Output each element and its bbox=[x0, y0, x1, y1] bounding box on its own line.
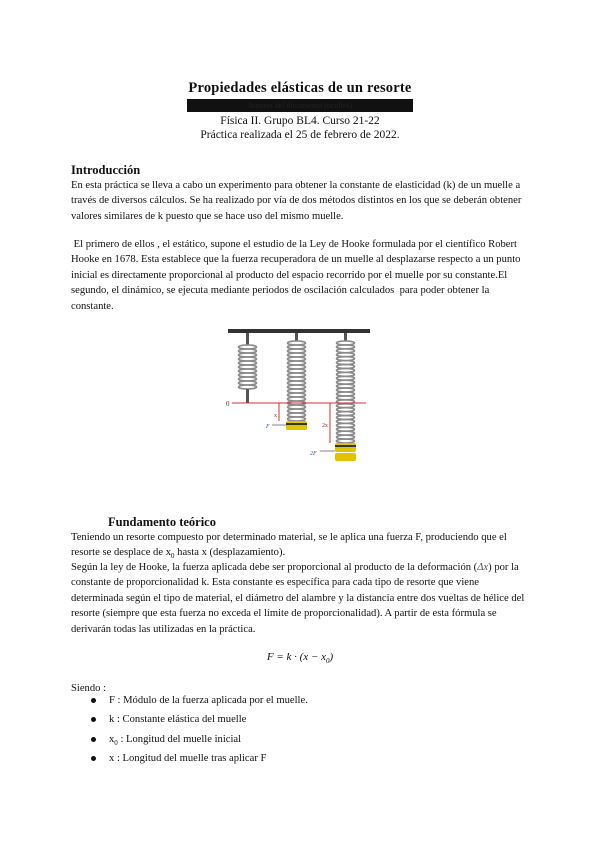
course-line: Física II. Grupo BL4. Curso 21-22 bbox=[220, 115, 380, 127]
hooke-formula: $F = k \cdot (x - x_0)$ bbox=[266, 651, 334, 666]
definition-item: x : Longitud del muelle tras aplicar F bbox=[71, 751, 308, 770]
theory-paragraph-1: Teniendo un resorte compuesto por determinado material, se le aplica una fuerza F, produciendo que el resorte se desplace de $x_0$ hasta x (desplazamiento). bbox=[71, 532, 507, 561]
definition-item: k : Constante elástica del muelle bbox=[71, 712, 308, 731]
spring-coil bbox=[337, 439, 355, 443]
support-bar bbox=[228, 329, 370, 333]
spring-rest bbox=[239, 333, 257, 403]
weight-2f-bottom bbox=[335, 453, 356, 461]
bullet-icon bbox=[91, 737, 96, 742]
bullet-icon bbox=[91, 717, 96, 722]
spring-load-f bbox=[286, 333, 307, 430]
intro-paragraph-1: En esta práctica se lleva a cabo un experimento para obtener la constante de elasticidad (k) de un muelle a través de diversos cálculos. Se ha realizado por vía de dos métodos distintos en los que se deberán obtener valores similares de k puesto que se hace uso del mismo muelle. bbox=[71, 180, 522, 222]
document-title: Propiedades elásticas de un resorte bbox=[188, 80, 412, 96]
weight-2f-top bbox=[335, 443, 356, 452]
spring-coil bbox=[288, 417, 306, 421]
label-x: x bbox=[274, 413, 277, 419]
bullet-icon bbox=[91, 756, 96, 761]
definition-item: $x_0$ : Longitud del muelle inicial bbox=[71, 732, 308, 751]
definition-item: F : Módulo de la fuerza aplicada por el muelle. bbox=[71, 693, 308, 712]
spring-figure bbox=[224, 325, 374, 465]
date-line: Práctica realizada el 25 de febrero de 2022. bbox=[200, 129, 400, 141]
intro-heading: Introducción bbox=[71, 163, 141, 177]
weight-f bbox=[286, 421, 307, 430]
theory-heading: Fundamento teórico bbox=[108, 515, 216, 529]
label-f: F bbox=[266, 424, 270, 430]
spring-load-2f bbox=[335, 333, 356, 461]
spring-coil bbox=[239, 385, 257, 389]
definitions-intro: Siendo : bbox=[71, 683, 107, 694]
label-2x: 2x bbox=[322, 423, 328, 429]
definitions-list bbox=[71, 693, 308, 770]
redacted-authors: Autores del documento (ocultos) bbox=[187, 99, 413, 112]
theory-paragraph-2: Según la ley de Hooke, la fuerza aplicada debe ser proporcional al producto de la deformación (Δx) por la constante de proporcionalidad k. Esta constante es específica para cada tipo de resorte que viene determinada según el tipo de material, el diámetro del alambre y la distancia entre dos vueltas de hélice del resorte (siempre que esta fuerza no exceda el límite de proporcionalidad). A partir de esta fórmula se derivarán todas las utilizadas en la práctica. bbox=[71, 562, 525, 635]
intro-paragraph-2: El primero de ellos , el estático, supone el estudio de la Ley de Hooke formulada por el científico Robert Hooke en 1678. Esta establece que la fuerza recuperadora de un muelle al desplazarse respecto a un punto inicial es directamente proporcional al producto del espacio recorrido por el muelle por su constante.El segundo, el dinámico, se ejecuta mediante periodos de oscilación calculados para poder obtener la constante. bbox=[71, 239, 524, 312]
bullet-icon bbox=[91, 698, 96, 703]
label-2f: 2F bbox=[310, 451, 317, 457]
label-zero: 0 bbox=[226, 400, 230, 408]
